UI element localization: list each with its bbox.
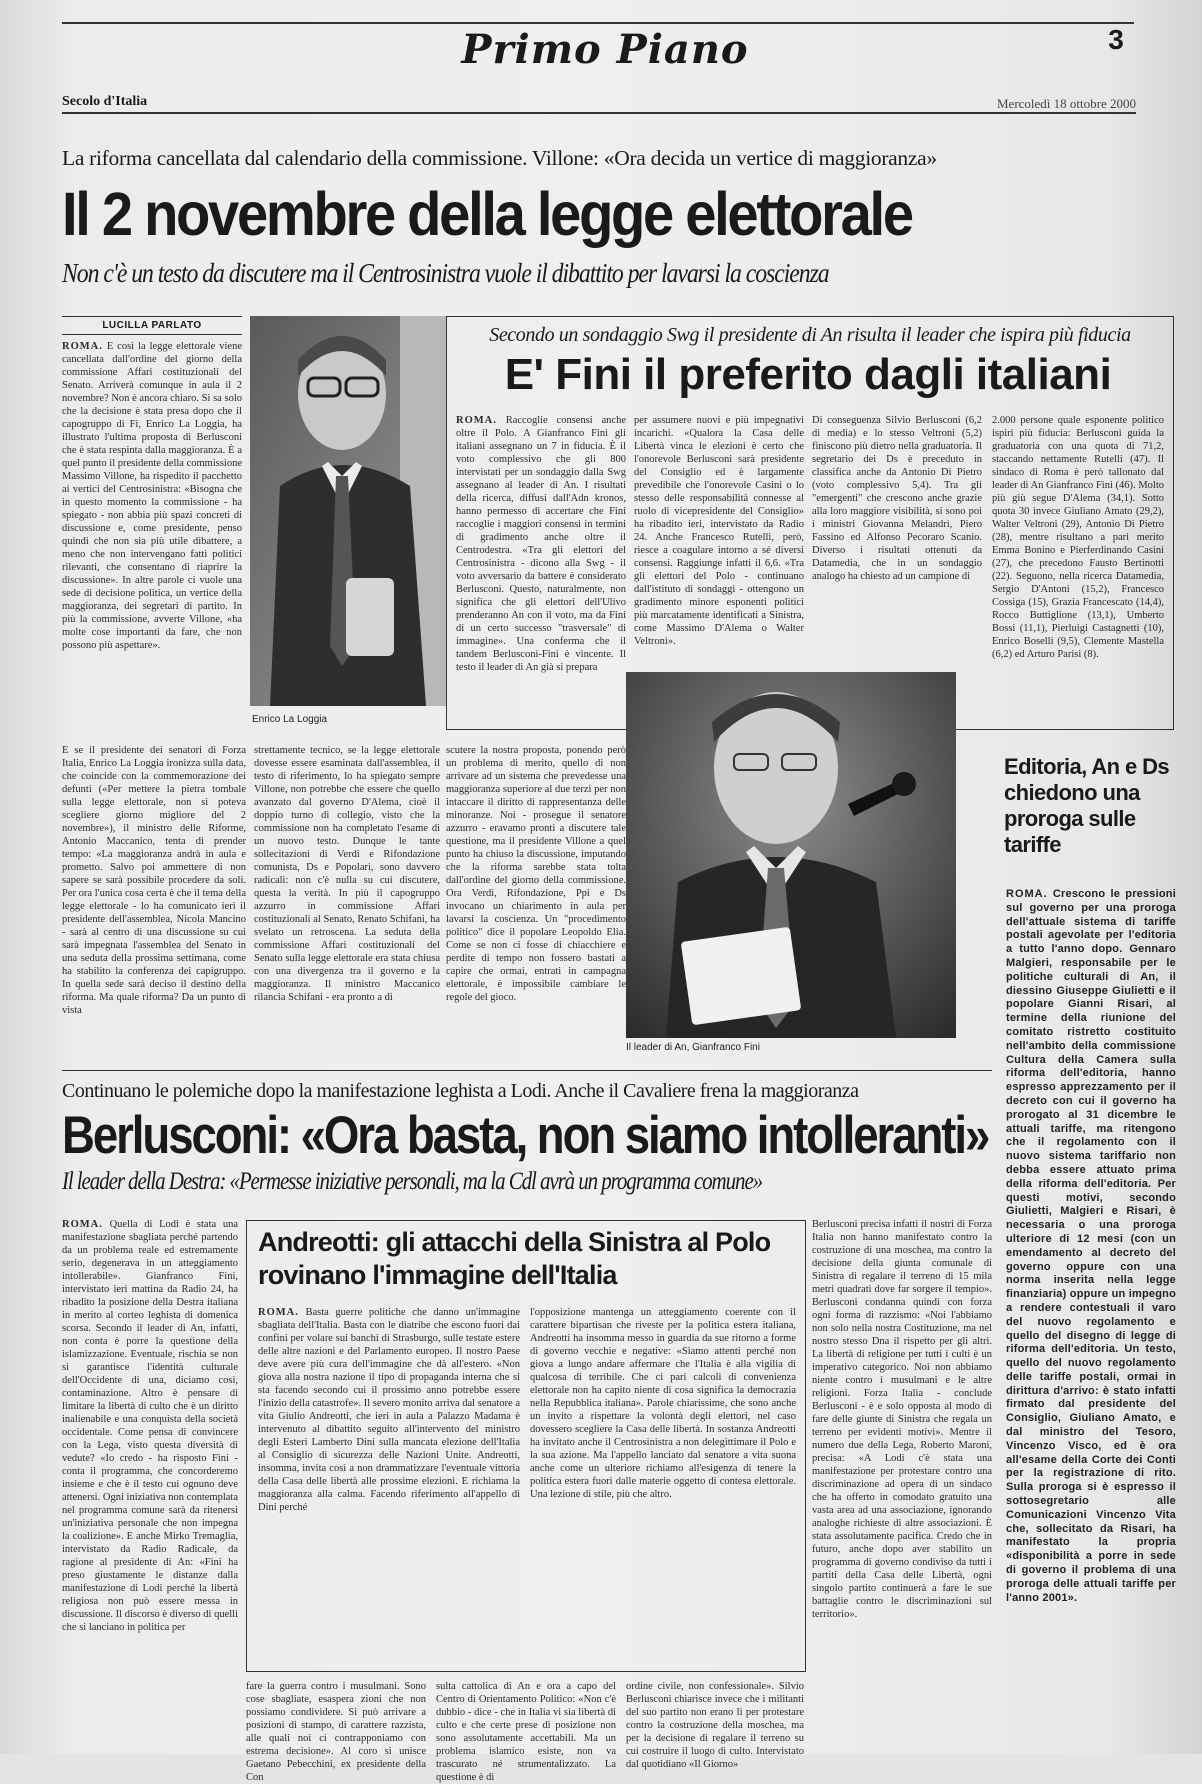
- article-text: ordine civile, non confessionale». Silvio Berlusconi chiarisce invece che i militanti del suo partito non erano lì per protestare contro la costruzione della moschea, ma per la decisione di regalare il terreno su cui costruire il luogo di culto. Intervistato dal quotidiano «Il Giorno»: [626, 1681, 804, 1770]
- main-kicker: La riforma cancellata dal calendario della commissione. Villone: «Ora decida un vertice di maggioranza»: [62, 146, 937, 170]
- issue-date: Mercoledì 18 ottobre 2000: [997, 96, 1136, 111]
- fini-col2: [634, 414, 804, 662]
- byline-rule-bottom: [62, 334, 242, 335]
- dateline: ROMA.: [456, 415, 497, 426]
- fini-col3: [812, 414, 982, 662]
- article-text: strettamente tecnico, se la legge elettorale dovesse essere esaminata dall'assemblea, il testo di riferimento, lo ha spiegato sempre Villone, non potrebbe che essere che quello avanzato dal governo D'Alema, cioè il doppio turno di collegio, visto che la commissione non ha completato l'esame di un nuovo testo. Dunque le tante sollecitazioni di Verdi e Rifondazione comunista, Ds e Popolari, sono davvero radicali: non c'è nulla su cui discutere, questa la verità. In più il capogruppo azzurro in commissione Affari costituzionali al Senato, Renato Schifani, ha svelato un retroscena. La seduta della commissione Affari costituzionali del Senato sulla legge elettorale era stata chiusa con una divergenza tra il governo e la maggioranza. Il ministro Maccanico rilancia Schifani - era pronto a di: [254, 745, 440, 1003]
- newspaper-name: Secolo d'Italia: [62, 94, 148, 109]
- fini-kicker: Secondo un sondaggio Swg il presidente di An risulta il leader che ispira più fiducia: [489, 324, 1131, 346]
- article-text: Crescono le pressioni sul governo per una proroga dell'attuale sistema di tariffe postali agevolate per l'editoria a tutto l'anno dopo. Gennaro Malgieri, responsabile per le politiche culturali di An, il diessino Giuseppe Giulietti e il popolare Gianni Risari, al termine della riunione del comitato ristretto costituito nell'ambito della commissione Cultura della Camera sulla riforma dell'editoria, hanno espresso apprezzamento per il decreto con cui il governo ha prorogato al 31 dicembre le attuali tariffe, ma ritengono che il regolamento con il nuovo sistema tariffario non debba essere attuato prima della riforma dell'editoria. Per questi motivi, secondo Giulietti, Malgieri e Risari, è necessaria o una proroga ulteriore di 12 mesi (con un emendamento al decreto del governo oppure con una norma inserita nella legge finanziaria) oppure un impegno a rendere contestuali il varo del nuovo regolamento e quello del disegno di legge di riforma dell'editoria. Un testo, quello del nuovo regolamento delle tariffe postali, ormai in dirittura d'arrivo: è stato infatti firmato dal presidente del Consiglio, Giuliano Amato, e dal ministro del Tesoro, Vincenzo Visco, ed è ora all'esame della Corte dei Conti per la registrazione di rito. Sulla proroga si è espresso il sottosegretario alle Comunicazioni Vincenzo Vita che, sollecitato da Risari, ha manifestato la propria «disponibilità a porre in sede di governo il problema di una proroga delle attuali tariffe per l'anno 2001».: [1006, 888, 1176, 1604]
- andreotti-headline: Andreotti: gli attacchi della Sinistra al Polo rovinano l'immagine dell'Italia: [258, 1227, 771, 1290]
- main-article-col2: [254, 744, 440, 1058]
- article-text: Quella di Lodi è stata una manifestazione sbagliata perché partendo da un problema reale ed estremamente serio, degenerava in un atteggiamento intollerabile». Gianfranco Fini, intervistato ieri mattina da Radio 24, ha ribadito la posizione della Destra italiana in merito al corteo leghista di domenica scorsa. Secondo il leader di An, infatti, non conta è porre la questione della islamizzazione. Eventuale, rischia se non si garantisce l'identità culturale dell'Occidente di una, diciamo così, contaminazione. Altro è pensare di limitare la libertà di culto che è un diritto inalienabile e una conquista della società occidentale. Come pensa di convincere con la Lega, visto questa diversità di vedute? «Io credo - ha risposto Fini - conta il programma, che concorderemo insieme e che è il testo cui ognuno deve attenersi. Ogni iniziativa non contemplata nel programma comune sarà da ritenersi un'iniziativa personale che non impegna la coalizione». E anche Mirko Tremaglia, intervistato da Radio Radicale, da ragione al presidente di An: «Fini ha preso giustamente le distanze dalla manifestazione di Lodi perché la libertà religiosa non può essere messa in discussione. Il discorso è diverso di quelli che si lanciano in politica per: [62, 1219, 238, 1633]
- berlusconi-headline: Berlusconi: «Ora basta, non siamo intolleranti»: [62, 1106, 989, 1165]
- article-text: E così la legge elettorale viene cancellata dall'ordine del giorno della commissione Affari costituzionali del Senato. Arriverà comunque in aula il 2 novembre? Non è ancora chiaro. Si sa solo che la decisione è stata presa dopo che il capogruppo di Fi, Enrico La Loggia, ha illustrato l'ultima proposta di Berlusconi che è stata respinta dalla maggioranza. È a quel punto il presidente della commissione Massimo Villone, ha rispedito il pacchetto ai vertici del Centrosinistra: «Bisogna che in questo momento la commissione - ha spiegato - non abbia più spazi concreti di discussione e, come presidente, penso quindi che non sia più utile dibattere, a meno che non intervengano fatti politici rilevanti, che consentano di riaprire la discussione». In altre parole ci vuole una sede di decisione politica, un vertice della maggioranza, dei segretari di partito. In più la commissione, avverte Villone, «ha molte cose importanti da fare, che non possono più aspettare».: [62, 341, 242, 651]
- photo-caption-fini: Il leader di An, Gianfranco Fini: [626, 1042, 760, 1053]
- berlusconi-bottom-col2: [246, 1680, 426, 1783]
- article-text: Basta guerre politiche che danno un'immagine sbagliata dell'Italia. Basta con le diatribe che escono fuori dai confini per volare sui banchi di Strasburgo, sulle testate estere delle altre nazioni e del Parlamento europeo. Il nostro Paese deve avere più cura dell'immagine che dà all'estero. «Non giova alla nostra nazione il tipo di propaganda interna che si sta facendo secondo cui il prossimo anno potrebbe essere l'inizio della catastrofe». Il severo monito arriva dal senatore a vita Giulio Andreotti, che ieri in aula a Palazzo Madama è intervenuto al dibattito seguito all'intervento del ministro degli Esteri Lamberto Dini sulla mancata elezione dell'Italia al Consiglio di sicurezza delle Nazioni Unite. Andreotti, insomma, invita così a non drammatizzare l'eventuale vittoria della Casa delle libertà alle prossime elezioni. E richiama la maggioranza alla calma. Facendo riferimento all'appello di Dini perché: [258, 1307, 520, 1513]
- side-headline: Editoria, An e Ds chiedono una proroga sulle tariffe: [1004, 754, 1170, 857]
- article-text: per assumere nuovi e più impegnativi incarichi. «Qualora la Casa delle Libertà vinca le elezioni è certo che l'onorevole Berlusconi sarà presidente del Consiglio ed è largamente prevedibile che l'onorevole Casini o lo stesso delle responsabilità connesse al ruolo di vicepresidente del Consiglio» ha ribadito ieri, intervistato da Radio 24. Anche Francesco Rutelli, però, riesce a coagulare intorno a sé diversi consensi. Raggiunge infatti il 6,6. «Tra gli elettori del Polo - continuano dall'istituto di sondaggi - ottengono un gradimento minore esponenti politici più marcatamente identificati a Sinistra, come Massimo D'Alema o Walter Veltroni».: [634, 415, 804, 647]
- article-text: 2.000 persone quale esponente politico ispiri più fiducia: Berlusconi guida la graduatoria con una quota di 71,2, staccando nettamente Rutelli (47). Il sindaco di Roma è però tallonato dal leader di An Gianfranco Fini (46). Molto più giù segue D'Alema (34,1). Sotto quota 30 invece Giuliano Amato (29,2), Walter Veltroni (29), Antonio Di Pietro (28), mentre risultano a pari merito Emma Bonino e Pierferdinando Casini (27), che precedono Fausto Bertinotti (22). Seguono, nella ricerca Datamedia, Sergio D'Antoni (15,2), Francesco Cossiga (15), Grazia Francescato (14,4), Rocco Buttiglione (13,1), Umberto Bossi (11,1), Pierluigi Castagnetti (10), Enrico Boselli (9,5), Clemente Mastella (6,2) ed Arturo Parisi (8).: [992, 415, 1164, 660]
- section-title: Primo Piano: [461, 26, 749, 73]
- andreotti-col1: [258, 1306, 520, 1664]
- fini-col1: [456, 414, 626, 714]
- photo-caption-la-loggia: Enrico La Loggia: [252, 714, 328, 725]
- main-subheadline: Non c'è un testo da discutere ma il Centrosinistra vuole il dibattito per lavarsi la coscienza: [62, 258, 829, 288]
- article-text: sulta cattolica di An e ora a capo del Centro di Orientamento Politico: «Non c'è dubbio - dice - che in Italia vi sia libertà di culto e che certe prese di posizione non sono assolutamente accettabili. Ma un problema islamico esiste, non va trascurato né strumentalizzato. La questione è di: [436, 1681, 616, 1783]
- dateline: ROMA.: [62, 1219, 103, 1230]
- portrait-figure: [626, 672, 956, 1038]
- berlusconi-kicker: Continuano le polemiche dopo la manifestazione leghista a Lodi. Anche il Cavaliere frena la maggioranza: [62, 1080, 859, 1102]
- header-rule: [62, 112, 1136, 114]
- berlusconi-col1: [62, 1218, 238, 1744]
- portrait-figure: [250, 316, 446, 706]
- berlusconi-bottom-col3: [436, 1680, 616, 1783]
- fini-headline: E' Fini il preferito dagli italiani: [504, 350, 1112, 399]
- article-text: Berlusconi precisa infatti il nostri di Forza Italia non hanno manifestato contro la costruzione di una moschea, ma contro la decisione della giunta comunale di Sinistra di regalare il terreno di 15 mila metri quadrati dove far sorgere il tempio». Berlusconi condanna quindi con forza ogni forma di razzismo: «Noi l'abbiamo non solo nella nostra Costituzione, ma nel nostro stesso Dna il rispetto per gli altri. La libertà di religione per tutti i culti è un imperativo categorico. Noi non abbiamo niente contro i musulmani e le altre religioni. Forza Italia - conclude Berlusconi - è e solo opposta al modo di fare delle giunte di Sinistra che regala un terreno per evidenti motivi». Mentre il numero due della Lega, Roberto Maroni, precisa: «A Lodi c'è stata una manifestazione per protestare contro una discriminazione ad opera di un sindaco che ha offerto in comodato gratuito una vasta area ad una associazione, ignorando analoghe richieste di altre associazioni. È stata assolutamente pacifica. Credo che in futuro, anche dopo aver stabilito un programma di governo condiviso da tutti i partiti della Casa delle Libertà, ogni singolo partito continuerà a fare le sue battaglie contro le discriminazioni sul territorio».: [812, 1219, 992, 1620]
- berlusconi-col4: [812, 1218, 992, 1744]
- main-article-col1-top: [62, 340, 242, 740]
- dateline: ROMA.: [258, 1307, 299, 1318]
- la-loggia-photo: [250, 316, 446, 706]
- main-article-col1-bottom: [62, 744, 246, 1058]
- main-article-col3: [446, 744, 626, 1058]
- article-text: scutere la nostra proposta, ponendo però un problema di merito, quello di non arrivare ad un sistema che prevedesse una maggioranza superiore al due terzi per non intaccare il diritto di rappresentanza delle minoranze. Noi - prosegue il senatore azzurro - eravamo pronti a discutere tale questione, ma il presidente Villone a quel punto ha chiuso la discussione, imputando che la riforma sarebbe stata tolta dall'ordine del giorno della commissione. Ora Verdi, Rifondazione, Ppi e Ds invocano un chiarimento in aula per lavarsi la coscienza. Un "procedimento politico" dice il popolare Leopoldo Elia. Come se non ci fosse di chiacchiere e perdite di tempo non fossero bastati a capire che ormai, entrati in campagna elettorale, è impossibile cambiare le regole del gioco.: [446, 745, 626, 1003]
- article-text: Raccoglie consensi anche oltre il Polo. A Gianfranco Fini gli italiani assegnano un 7 in fiducia. È il voto complessivo che gli 800 intervistati per un sondaggio dalla Swg assegnano al leader di An. I risultati della ricerca, diffusi dall'Adn kronos, hanno permesso di accertare che Fini raccoglie i maggiori consensi in termini di gradimento anche oltre il Centrodestra. «Tra gli elettori del Centrosinistra - dicono alla Swg - il voto avversario da battere è considerato Berlusconi. Questo, naturalmente, non significa che gli elettori dell'Ulivo prenderanno An con il voto, ma da Fini di un certo successo "trasversale" di immagine». Una conferma che il tandem Berlusconi-Fini è vincente. Il testo il leader di An già si prepara: [456, 415, 627, 673]
- main-headline: Il 2 novembre della legge elettorale: [62, 180, 912, 248]
- byline: LUCILLA PARLATO: [102, 320, 202, 331]
- byline-rule: [62, 316, 242, 317]
- mid-rule: [62, 1070, 992, 1071]
- top-rule: [62, 22, 1134, 24]
- andreotti-col2: [530, 1306, 796, 1664]
- fini-photo: [626, 672, 956, 1038]
- page-number: 3: [1108, 24, 1124, 55]
- article-text: Di conseguenza Silvio Berlusconi (6,2 di media) e lo stesso Veltroni (5,2) finiscono più dietro nella graduatoria. Il segretario dei Ds è preceduto in classifica anche da Antonio Di Pietro (voto complessivo 5,4). Tra gli "emergenti" che crescono anche grazie alla loro maggiore visibilità, si sono poi i ministri Giovanna Melandri, Piero Fassino ed Alfonso Pecoraro Scanio. Diverso i risultati ottenuti da Datamedia, che in un sondaggio analogo ha chiesto ad un campione di: [812, 415, 982, 582]
- article-text: E se il presidente dei senatori di Forza Italia, Enrico La Loggia ironizza sulla data, che coincide con la commemorazione dei defunti («Per mettere la pietra tombale sulla legge elettorale, non si poteva scegliere giorno migliore del 2 novembre»), il ministro delle Riforme, Antonio Maccanico, tenta di prender tempo: «La maggioranza andrà in aula e prometto. Salvo poi ammettere di non sapere se sarà possibile procedere da soli. Per ora l'unica cosa certa è che il tema della legge elettorale - lo ha comunicato ieri il presidente dell'assemblea, Nicola Mancino - sarà al centro di una discussione su cui sarà impegnata l'assemblea del Senato in una seduta della prossima settimana, come ha stabilito la conferenza dei capigruppo. In quella sede sarà deciso il destino della riforma. Ma quale riforma? Da un punto di vista: [62, 745, 246, 1016]
- article-text: fare la guerra contro i musulmani. Sono cose sbagliate, esaspera zioni che non possiamo condividere. Si può arrivare a posizioni di stampo, di carattere razzista, alle quali noi ci contrapponiamo con estrema decisione». Al coro si unisce Gaetano Pebecchini, ex presidente della Con: [246, 1681, 426, 1783]
- dateline: ROMA.: [1006, 888, 1048, 900]
- berlusconi-bottom-col4: [626, 1680, 804, 1770]
- side-article-body: [1006, 888, 1176, 1744]
- fini-col4: [992, 414, 1164, 720]
- article-text: l'opposizione mantenga un atteggiamento coerente con il carattere bipartisan che riveste per la politica estera italiana, Andreotti ha insomma messo in guardia da sue ritorno a forme di governo vecchie e negative: «Siamo attenti perché non giova a lungo andare affermare che l'Italia è alla vigilia di qualcosa di terribile. Che ci pari calcoli di convenienza elettorale non ha capito niente di cosa significa la democrazia nella Repubblica italiana». Parole chiarissime, che sono anche un invito a rispettare la volontà degli elettori, nel caso dovessero scegliere la Casa delle libertà. In sostanza Andreotti ha invitato anche il Centrosinistra a non delegittimare il Polo e la sua azione. Ma l'appello lanciato dal senatore a vita suona anche come un ulteriore richiamo all'esigenza di tenere la politica estera fuori dalle materie oggetto di contesa elettorale. Una lezione di stile, più che altro.: [530, 1307, 796, 1500]
- berlusconi-subheadline: Il leader della Destra: «Permesse iniziative personali, ma la Cdl avrà un programma comune»: [62, 1168, 763, 1195]
- dateline: ROMA.: [62, 341, 103, 352]
